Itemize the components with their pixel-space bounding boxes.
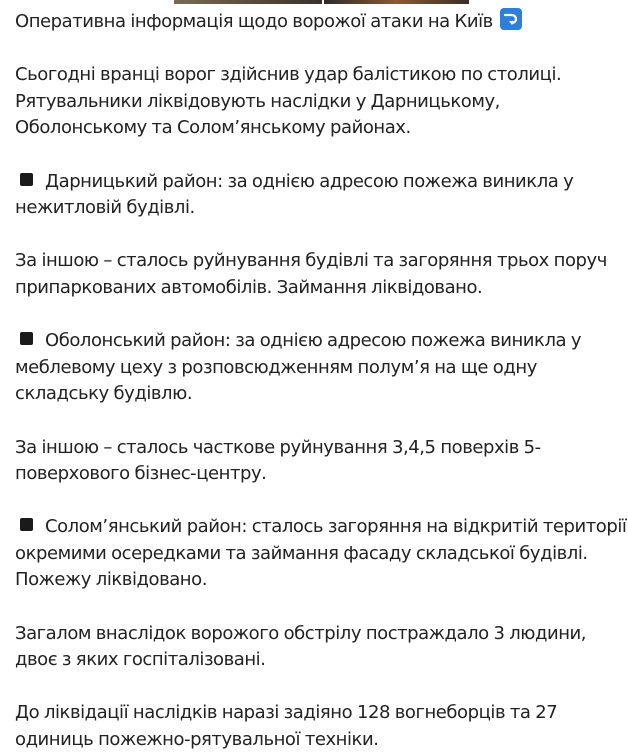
media-strip	[0, 0, 628, 4]
arrow-right-curving-down-icon	[500, 8, 522, 30]
obolonskyi-other-paragraph: За іншою – сталось часткове руйнування 3,4,5 поверхів 5-поверхового бізнес-центру.	[15, 436, 541, 485]
message-text	[15, 8, 627, 754]
message-title-line	[15, 8, 627, 36]
attached-photo-edge[interactable]	[174, 0, 322, 4]
message-title: Оперативна інформація щодо ворожої атаки на Київ	[15, 11, 493, 32]
black-square-icon	[20, 332, 33, 345]
casualties-paragraph: Загалом внаслідок ворожого обстрілу постраждало 3 людини, двоє з яких госпіталізовані.	[15, 622, 587, 671]
solomianskyi-text: Солом’янський район: сталось загоряння на відкритій території окремими осередками та займання фасаду складської будівлі. Пожежу ліквідовано.	[15, 516, 627, 591]
darnytskyi-other-paragraph: За іншою – сталось руйнування будівлі та загоряння трьох поруч припаркованих автомобілів. Займання ліквідовано.	[15, 250, 607, 298]
obolonskyi-paragraph	[15, 328, 627, 408]
black-square-icon	[20, 518, 33, 531]
obolonskyi-text: Оболонський район: за однією адресою пожежа виникла у меблевому цеху з розповсюдженням полум’я на ще одну складську будівлю.	[15, 330, 582, 405]
intro-paragraph: Сьогодні вранці ворог здійснив удар балістикою по столиці. Рятувальники ліквідовують наслідки у Дарницькому, Оболонському та Солом’янському районах.	[15, 64, 562, 139]
solomianskyi-paragraph	[15, 514, 627, 594]
attached-photo-edge[interactable]	[324, 0, 469, 4]
darnytskyi-paragraph	[15, 169, 627, 222]
black-square-icon	[20, 173, 33, 186]
resources-paragraph: До ліквідації наслідків наразі задіяно 128 вогнеборців та 27 одиниць пожежно-рятувальної техніки.	[15, 702, 558, 751]
darnytskyi-text: Дарницький район: за однією адресою пожежа виникла у нежитловій будівлі.	[15, 170, 574, 219]
